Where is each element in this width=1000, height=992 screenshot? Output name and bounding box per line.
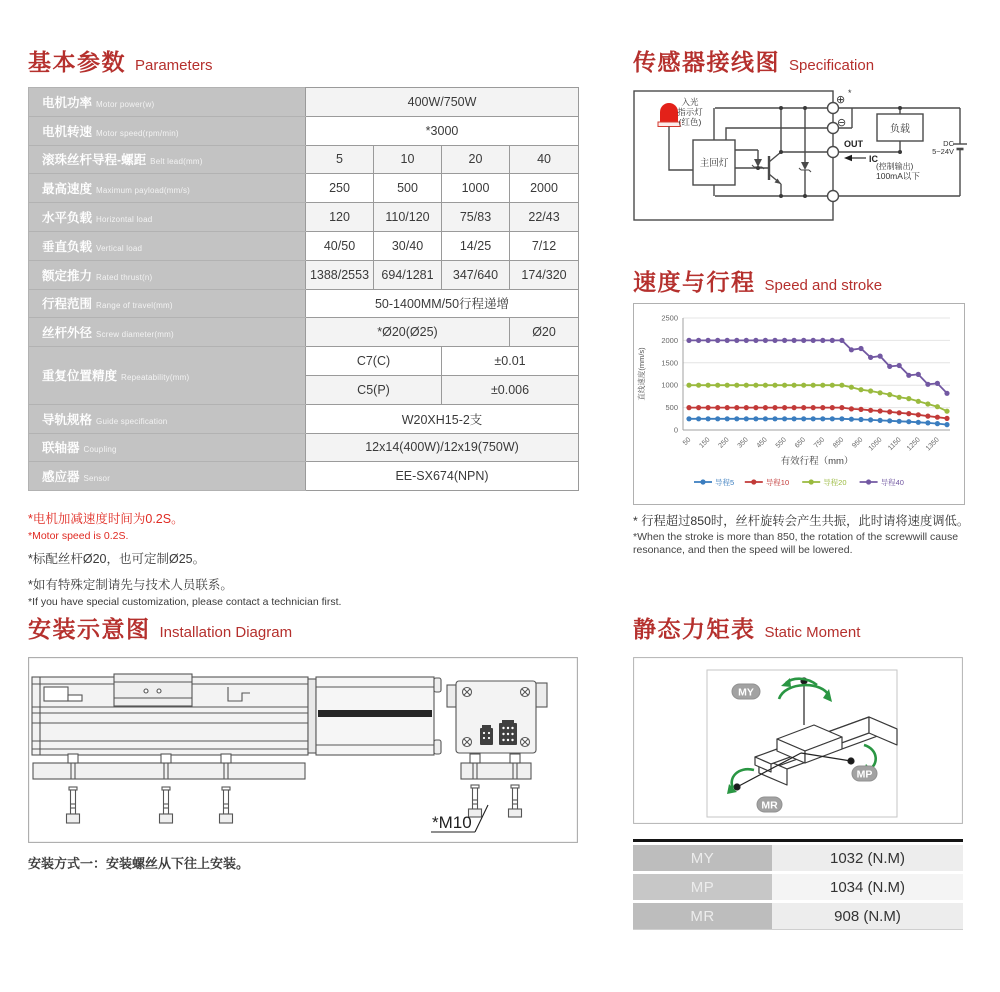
data-point xyxy=(792,383,797,388)
data-point xyxy=(897,395,902,400)
data-point xyxy=(849,406,854,411)
data-point xyxy=(782,383,787,388)
param-row xyxy=(29,116,579,145)
param-cell: 14/25 xyxy=(442,231,510,260)
wiring-section-title xyxy=(633,44,874,77)
data-point xyxy=(906,396,911,401)
param-row-label: 水平负载 Horizontal load xyxy=(29,203,306,232)
moment-row xyxy=(633,903,963,930)
data-point xyxy=(897,419,902,424)
data-point xyxy=(725,405,730,410)
led-indicator-icon xyxy=(660,103,678,122)
data-point xyxy=(878,390,883,395)
param-row xyxy=(29,462,579,491)
param-row xyxy=(29,404,579,433)
data-point xyxy=(868,355,873,360)
data-point xyxy=(858,346,863,351)
moment-section-title xyxy=(633,611,860,644)
installation-section-title xyxy=(28,611,292,644)
param-cell: 10 xyxy=(374,145,442,174)
speed-title-zh: 速度与行程 xyxy=(633,269,756,295)
data-point xyxy=(706,383,711,388)
legend-label: 导程5 xyxy=(715,478,735,487)
moment-row xyxy=(633,845,963,871)
data-point xyxy=(706,405,711,410)
data-point xyxy=(944,416,949,421)
param-cell: 40 xyxy=(510,145,579,174)
data-point xyxy=(858,387,863,392)
y-tick-label: 500 xyxy=(665,403,678,413)
data-point xyxy=(734,338,739,343)
param-cell: 40/50 xyxy=(306,231,374,260)
data-point xyxy=(744,383,749,388)
data-point xyxy=(696,383,701,388)
y-tick-label: 0 xyxy=(673,425,678,435)
wiring-title-en: Specification xyxy=(789,57,875,74)
note-line: *Motor speed is 0.2S. xyxy=(28,529,129,542)
data-point xyxy=(782,338,787,343)
data-point xyxy=(686,405,691,410)
legend-marker xyxy=(751,479,756,484)
x-tick-label: 550 xyxy=(774,436,788,450)
led-label-line3: (红色) xyxy=(678,117,702,127)
data-point xyxy=(801,416,806,421)
chart-note-zh: * 行程超过850时，丝杆旋转会产生共振，此时请将速度调低。 xyxy=(633,514,970,528)
dc-label: DC xyxy=(943,139,954,148)
data-point xyxy=(868,388,873,393)
data-point xyxy=(916,420,921,425)
x-tick-label: 350 xyxy=(736,436,750,450)
data-point xyxy=(686,416,691,421)
moment-row xyxy=(633,874,963,900)
param-row-label: 电机功率 Motor power(w) xyxy=(29,88,306,117)
data-point xyxy=(696,338,701,343)
data-point xyxy=(782,416,787,421)
y-axis-label: 直线速度(mm/s) xyxy=(637,347,646,401)
legend-label: 导程40 xyxy=(880,478,904,487)
data-point xyxy=(763,383,768,388)
legend-marker xyxy=(866,479,871,484)
param-cell: 120 xyxy=(306,203,374,232)
my-pill-label: MY xyxy=(738,686,754,699)
data-point xyxy=(753,338,758,343)
control-output-label: (控制输出) xyxy=(876,162,914,171)
moment-title-en: Static Moment xyxy=(764,624,861,641)
param-row-label: 重复位置精度 Repeatability(mm) xyxy=(29,347,306,405)
mp-pill-label: MP xyxy=(856,768,873,781)
moment-axis-cell: MR xyxy=(633,903,772,929)
static-moment-table xyxy=(633,839,963,930)
data-point xyxy=(686,338,691,343)
param-cell: 250 xyxy=(306,174,374,203)
data-point xyxy=(830,405,835,410)
param-row xyxy=(29,433,579,462)
data-point xyxy=(944,422,949,427)
data-point xyxy=(696,405,701,410)
data-point xyxy=(820,416,825,421)
parameters-table xyxy=(28,87,579,491)
legend-marker xyxy=(700,479,705,484)
voltage-label: 5~24V xyxy=(932,147,954,156)
param-cell: 110/120 xyxy=(374,203,442,232)
installation-title-en: Installation Diagram xyxy=(159,624,293,641)
y-tick-label: 2000 xyxy=(661,335,678,345)
data-point xyxy=(878,418,883,423)
y-tick-label: 1500 xyxy=(661,358,678,368)
data-point xyxy=(763,405,768,410)
ic-label: IC xyxy=(869,154,878,164)
data-point xyxy=(772,405,777,410)
param-cell: 30/40 xyxy=(374,231,442,260)
main-circuit-label: 主回灯 xyxy=(699,158,729,169)
moment-title-zh: 静态力矩表 xyxy=(633,616,756,642)
param-cell: 500 xyxy=(374,174,442,203)
data-point xyxy=(734,416,739,421)
data-point xyxy=(715,338,720,343)
installation-title-zh: 安装示意图 xyxy=(28,616,151,642)
data-point xyxy=(839,416,844,421)
data-point xyxy=(830,338,835,343)
data-point xyxy=(944,409,949,414)
data-point xyxy=(858,407,863,412)
param-row xyxy=(29,231,579,260)
chart-note xyxy=(633,511,978,557)
x-tick-label: 150 xyxy=(698,436,712,450)
arrow-left-icon xyxy=(844,155,852,161)
data-point xyxy=(696,416,701,421)
bolt-size-label: *M10 xyxy=(432,813,472,832)
param-cell: 174/320 xyxy=(510,260,579,289)
motor-stripe xyxy=(318,710,432,717)
param-row-label: 额定推力 Rated thrust(n) xyxy=(29,260,306,289)
x-axis-label: 有效行程（mm） xyxy=(780,456,854,467)
data-point xyxy=(849,347,854,352)
data-point xyxy=(830,416,835,421)
star-mark: * xyxy=(848,88,852,98)
data-point xyxy=(772,416,777,421)
x-tick-label: 1050 xyxy=(867,436,884,453)
x-tick-label: 650 xyxy=(793,436,808,450)
terminal-gnd xyxy=(828,191,839,202)
data-point xyxy=(811,416,816,421)
data-point xyxy=(801,338,806,343)
param-cell: 75/83 xyxy=(442,203,510,232)
moment-axis-cell: MY xyxy=(633,845,772,871)
param-cell: *3000 xyxy=(306,116,579,145)
data-point xyxy=(849,417,854,422)
x-tick-label: 1250 xyxy=(905,436,922,453)
y-tick-label: 1000 xyxy=(661,380,678,390)
x-tick-label: 750 xyxy=(812,436,827,450)
terminal-out xyxy=(828,147,839,158)
data-point xyxy=(868,417,873,422)
current-limit-label: 100mA以下 xyxy=(876,171,920,181)
data-point xyxy=(753,405,758,410)
moment-value-cell: 1032 (N.M) xyxy=(772,845,963,871)
param-row xyxy=(29,289,579,318)
speed-title-en: Speed and stroke xyxy=(764,277,883,294)
param-row-label: 行程范围 Range of travel(mm) xyxy=(29,289,306,318)
param-cell: C7(C) xyxy=(306,347,442,376)
data-point xyxy=(935,421,940,426)
param-row-label: 丝杆外径 Screw diameter(mm) xyxy=(29,318,306,347)
param-row xyxy=(29,174,579,203)
param-cell: 400W/750W xyxy=(306,88,579,117)
param-row-label: 感应器 Sensor xyxy=(29,462,306,491)
data-point xyxy=(925,420,930,425)
note-line: *标配丝杆Ø20，也可定制Ø25。 xyxy=(28,551,206,566)
legend-label: 导程20 xyxy=(823,478,847,487)
sensor-wiring-diagram xyxy=(633,88,969,224)
mr-axis-dot xyxy=(734,784,740,790)
moment-value-cell: 908 (N.M) xyxy=(772,903,963,929)
speed-stroke-chart xyxy=(633,303,965,505)
x-tick-label: 950 xyxy=(851,436,865,450)
data-point xyxy=(906,373,911,378)
param-row xyxy=(29,203,579,232)
param-cell: 694/1281 xyxy=(374,260,442,289)
data-point xyxy=(763,338,768,343)
mr-pill-label: MR xyxy=(761,799,778,812)
param-row xyxy=(29,260,579,289)
load-label: 负载 xyxy=(890,124,910,135)
param-row-label: 电机转速 Motor speed(rpm/min) xyxy=(29,116,306,145)
param-cell: 12x14(400W)/12x19(750W) xyxy=(306,433,579,462)
param-cell: ±0.01 xyxy=(442,347,579,376)
data-point xyxy=(744,405,749,410)
data-point xyxy=(906,419,911,424)
slider-block xyxy=(114,674,192,706)
data-point xyxy=(706,338,711,343)
data-point xyxy=(792,405,797,410)
data-point xyxy=(868,408,873,413)
param-cell: Ø20 xyxy=(510,318,579,347)
param-cell: 50-1400MM/50行程递增 xyxy=(306,289,579,318)
legend-label: 导程10 xyxy=(765,478,790,487)
param-cell: 20 xyxy=(442,145,510,174)
note-line: *If you have special customization, please contact a technician first. xyxy=(28,596,342,608)
static-moment-figure xyxy=(633,657,963,824)
param-row xyxy=(29,88,579,117)
data-point xyxy=(839,338,844,343)
parameters-title-en: Parameters xyxy=(135,57,213,74)
data-point xyxy=(916,372,921,377)
data-point xyxy=(706,416,711,421)
param-row xyxy=(29,347,579,376)
param-cell: 1000 xyxy=(442,174,510,203)
data-point xyxy=(734,383,739,388)
param-cell: 5 xyxy=(306,145,374,174)
data-point xyxy=(897,363,902,368)
data-point xyxy=(839,383,844,388)
y-tick-label: 2500 xyxy=(661,313,678,323)
data-point xyxy=(753,383,758,388)
data-point xyxy=(744,338,749,343)
mounting-plate-left xyxy=(33,763,305,779)
data-point xyxy=(801,383,806,388)
param-cell: W20XH15-2支 xyxy=(306,404,579,433)
x-tick-label: 450 xyxy=(755,436,769,450)
moment-value-cell: 1034 (N.M) xyxy=(772,874,963,900)
data-point xyxy=(686,383,691,388)
data-point xyxy=(858,417,863,422)
out-label: OUT xyxy=(844,139,863,149)
parameters-notes xyxy=(28,512,341,609)
data-point xyxy=(725,416,730,421)
param-row-label: 导轨规格 Guide specification xyxy=(29,404,306,433)
data-point xyxy=(906,411,911,416)
x-tick-label: 850 xyxy=(832,436,846,450)
param-cell: 22/43 xyxy=(510,203,579,232)
data-point xyxy=(820,338,825,343)
data-point xyxy=(887,364,892,369)
param-cell: ±0.006 xyxy=(442,375,579,404)
installation-diagram xyxy=(28,657,578,843)
data-point xyxy=(753,416,758,421)
led-label-line1: 入光 xyxy=(681,97,699,107)
note-line: *电机加减速度时间为0.2S。 xyxy=(28,512,184,526)
speed-section-title xyxy=(633,264,882,297)
data-point xyxy=(744,416,749,421)
led-label-line2: 指示灯 xyxy=(677,107,703,117)
param-row-label: 联轴器 Coupling xyxy=(29,433,306,462)
data-point xyxy=(811,405,816,410)
data-point xyxy=(925,401,930,406)
data-point xyxy=(734,405,739,410)
data-point xyxy=(715,416,720,421)
parameters-section-title xyxy=(28,44,213,77)
data-point xyxy=(897,410,902,415)
data-point xyxy=(887,409,892,414)
param-cell: C5(P) xyxy=(306,375,442,404)
legend-marker xyxy=(809,479,814,484)
plus-terminal-icon: ⊕ xyxy=(836,94,846,106)
data-point xyxy=(820,383,825,388)
x-tick-label: 1350 xyxy=(924,436,941,453)
x-tick-label: 250 xyxy=(717,436,731,450)
parameters-title-zh: 基本参数 xyxy=(28,49,126,75)
data-point xyxy=(839,405,844,410)
data-point xyxy=(772,383,777,388)
data-point xyxy=(925,414,930,419)
data-point xyxy=(944,391,949,396)
param-cell: *Ø20(Ø25) xyxy=(306,318,510,347)
data-point xyxy=(887,392,892,397)
moment-axis-cell: MP xyxy=(633,874,772,900)
data-point xyxy=(782,405,787,410)
data-point xyxy=(916,412,921,417)
note-line: *如有特殊定制请先与技术人员联系。 xyxy=(28,578,233,593)
data-point xyxy=(725,383,730,388)
data-point xyxy=(935,404,940,409)
data-point xyxy=(763,416,768,421)
minus-terminal-icon: ⊖ xyxy=(837,117,847,129)
param-cell: 7/12 xyxy=(510,231,579,260)
data-point xyxy=(715,405,720,410)
data-point xyxy=(801,405,806,410)
data-point xyxy=(878,408,883,413)
param-cell: 347/640 xyxy=(442,260,510,289)
param-row-label: 垂直负载 Vertical load xyxy=(29,231,306,260)
data-point xyxy=(849,385,854,390)
param-row xyxy=(29,318,579,347)
mounting-plate-right xyxy=(461,763,531,779)
data-point xyxy=(887,418,892,423)
param-cell: 2000 xyxy=(510,174,579,203)
param-row-label: 最高速度 Maximum payload(mm/s) xyxy=(29,174,306,203)
param-row xyxy=(29,145,579,174)
param-cell: 1388/2553 xyxy=(306,260,374,289)
data-point xyxy=(772,338,777,343)
data-point xyxy=(935,381,940,386)
data-point xyxy=(715,383,720,388)
data-point xyxy=(811,338,816,343)
mp-axis-dot xyxy=(848,758,854,764)
data-point xyxy=(811,383,816,388)
installation-caption: 安装方式一：安装螺丝从下往上安装。 xyxy=(28,856,250,871)
x-tick-label: 1150 xyxy=(887,436,903,453)
data-point xyxy=(792,416,797,421)
data-point xyxy=(935,415,940,420)
data-point xyxy=(878,354,883,359)
data-point xyxy=(820,405,825,410)
x-tick-label: 50 xyxy=(681,436,693,447)
wiring-title-zh: 传感器接线图 xyxy=(633,49,780,75)
data-point xyxy=(725,338,730,343)
chart-note-en: *When the stroke is more than 850, the rotation of the screwwill cause resonance, and then the speed will be lowered. xyxy=(633,531,959,557)
data-point xyxy=(925,382,930,387)
param-row-label: 滚珠丝杆导程-螺距 Belt lead(mm) xyxy=(29,145,306,174)
data-point xyxy=(830,383,835,388)
param-cell: EE-SX674(NPN) xyxy=(306,462,579,491)
data-point xyxy=(792,338,797,343)
data-point xyxy=(916,399,921,404)
